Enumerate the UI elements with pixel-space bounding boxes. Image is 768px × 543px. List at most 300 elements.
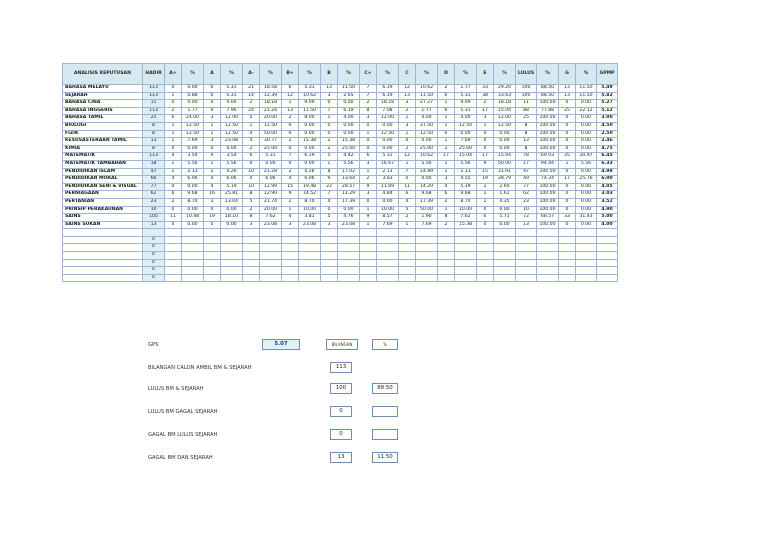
value-cell[interactable]: 100.00 bbox=[537, 138, 559, 146]
value-cell[interactable] bbox=[243, 229, 260, 237]
value-cell[interactable] bbox=[537, 267, 559, 275]
value-cell[interactable]: 33.63 bbox=[494, 92, 516, 100]
value-cell[interactable] bbox=[182, 267, 204, 275]
value-cell[interactable]: 2.13 bbox=[182, 168, 204, 176]
value-cell[interactable]: 7.62 bbox=[260, 214, 282, 222]
value-cell[interactable]: 1 bbox=[360, 130, 377, 138]
value-cell[interactable]: 2 bbox=[165, 107, 182, 115]
hadir-cell[interactable]: 47 bbox=[143, 168, 165, 176]
value-cell[interactable]: 0 bbox=[282, 160, 299, 168]
value-cell[interactable]: 13 bbox=[282, 107, 299, 115]
value-cell[interactable]: 12.50 bbox=[182, 122, 204, 130]
value-cell[interactable] bbox=[299, 267, 321, 275]
value-cell[interactable]: 0.00 bbox=[182, 183, 204, 191]
value-cell[interactable]: 77.88 bbox=[537, 107, 559, 115]
value-cell[interactable]: 4 bbox=[399, 198, 416, 206]
value-cell[interactable]: 33 bbox=[477, 85, 494, 93]
gpmp-cell[interactable]: 6.33 bbox=[597, 160, 618, 168]
hadir-cell[interactable]: 113 bbox=[143, 92, 165, 100]
value-cell[interactable]: 10 bbox=[516, 206, 537, 214]
value-cell[interactable] bbox=[455, 274, 477, 282]
value-cell[interactable] bbox=[243, 267, 260, 275]
value-cell[interactable]: 2 bbox=[360, 176, 377, 184]
value-cell[interactable] bbox=[438, 229, 455, 237]
value-cell[interactable]: 0 bbox=[321, 130, 338, 138]
value-cell[interactable]: 11.50 bbox=[338, 85, 360, 93]
value-cell[interactable]: 3.81 bbox=[299, 214, 321, 222]
value-cell[interactable]: 2 bbox=[204, 168, 221, 176]
value-cell[interactable]: 9.09 bbox=[455, 100, 477, 108]
value-cell[interactable] bbox=[494, 252, 516, 260]
value-cell[interactable]: 2 bbox=[282, 138, 299, 146]
value-cell[interactable] bbox=[455, 252, 477, 260]
value-cell[interactable]: 13 bbox=[559, 85, 576, 93]
value-cell[interactable]: 6 bbox=[282, 85, 299, 93]
value-cell[interactable] bbox=[182, 274, 204, 282]
value-cell[interactable]: 0.00 bbox=[576, 221, 597, 229]
value-cell[interactable]: 8 bbox=[516, 130, 537, 138]
value-cell[interactable]: 7.69 bbox=[377, 221, 399, 229]
value-cell[interactable]: 22 bbox=[321, 183, 338, 191]
value-cell[interactable] bbox=[399, 229, 416, 237]
value-cell[interactable]: 25 bbox=[559, 107, 576, 115]
value-cell[interactable] bbox=[282, 244, 299, 252]
value-cell[interactable] bbox=[338, 259, 360, 267]
value-cell[interactable]: 5.31 bbox=[221, 85, 243, 93]
value-cell[interactable]: 0.00 bbox=[576, 130, 597, 138]
value-cell[interactable]: 2.60 bbox=[494, 183, 516, 191]
value-cell[interactable]: 6.19 bbox=[299, 153, 321, 161]
value-cell[interactable]: 8 bbox=[516, 122, 537, 130]
value-cell[interactable]: 19 bbox=[204, 214, 221, 222]
value-cell[interactable]: 15.38 bbox=[455, 221, 477, 229]
subject-cell[interactable] bbox=[63, 229, 143, 237]
value-cell[interactable]: 18.18 bbox=[494, 100, 516, 108]
value-cell[interactable] bbox=[377, 229, 399, 237]
value-cell[interactable] bbox=[338, 244, 360, 252]
value-cell[interactable] bbox=[321, 252, 338, 260]
hadir-cell[interactable]: 113 bbox=[143, 107, 165, 115]
value-cell[interactable]: 0.00 bbox=[576, 191, 597, 199]
value-cell[interactable] bbox=[321, 244, 338, 252]
value-cell[interactable]: 0.00 bbox=[494, 130, 516, 138]
value-cell[interactable]: 0 bbox=[477, 130, 494, 138]
value-cell[interactable]: 5.19 bbox=[455, 183, 477, 191]
value-cell[interactable]: 33 bbox=[559, 214, 576, 222]
value-cell[interactable]: 20.00 bbox=[260, 115, 282, 123]
value-cell[interactable]: 30.77 bbox=[260, 138, 282, 146]
calon-value-cell[interactable]: 113 bbox=[330, 362, 352, 373]
value-cell[interactable] bbox=[516, 274, 537, 282]
value-cell[interactable]: 0 bbox=[282, 130, 299, 138]
subject-cell[interactable]: FIZIK bbox=[63, 130, 143, 138]
value-cell[interactable]: 29.20 bbox=[494, 85, 516, 93]
value-cell[interactable]: 0 bbox=[559, 198, 576, 206]
gpmp-cell[interactable]: 5.82 bbox=[597, 92, 618, 100]
value-cell[interactable]: 6.19 bbox=[377, 92, 399, 100]
value-cell[interactable] bbox=[360, 267, 377, 275]
value-cell[interactable]: 1.77 bbox=[416, 107, 438, 115]
value-cell[interactable] bbox=[182, 236, 204, 244]
value-cell[interactable] bbox=[377, 252, 399, 260]
value-cell[interactable]: 31.91 bbox=[494, 168, 516, 176]
value-cell[interactable]: 1 bbox=[204, 122, 221, 130]
lulus-bm-sejarah-value-cell[interactable]: 100 bbox=[330, 383, 352, 394]
hadir-cell[interactable]: 0 bbox=[143, 259, 165, 267]
value-cell[interactable]: 15.38 bbox=[299, 138, 321, 146]
value-cell[interactable]: 24 bbox=[243, 107, 260, 115]
subject-cell[interactable]: KIMIA bbox=[63, 145, 143, 153]
value-cell[interactable]: 8.70 bbox=[455, 198, 477, 206]
value-cell[interactable]: 8 bbox=[516, 145, 537, 153]
value-cell[interactable]: 28.79 bbox=[494, 176, 516, 184]
value-cell[interactable] bbox=[494, 229, 516, 237]
value-cell[interactable]: 4.26 bbox=[221, 168, 243, 176]
value-cell[interactable]: 3 bbox=[204, 115, 221, 123]
value-cell[interactable]: 0 bbox=[399, 176, 416, 184]
value-cell[interactable]: 1.90 bbox=[416, 214, 438, 222]
value-cell[interactable] bbox=[377, 274, 399, 282]
value-cell[interactable]: 11.29 bbox=[338, 191, 360, 199]
gpmp-cell[interactable]: 4.90 bbox=[597, 206, 618, 214]
value-cell[interactable]: 11.69 bbox=[377, 183, 399, 191]
hadir-cell[interactable]: 13 bbox=[143, 138, 165, 146]
value-cell[interactable]: 0.00 bbox=[377, 138, 399, 146]
value-cell[interactable] bbox=[204, 244, 221, 252]
value-cell[interactable] bbox=[516, 267, 537, 275]
value-cell[interactable] bbox=[494, 259, 516, 267]
value-cell[interactable] bbox=[299, 229, 321, 237]
gpmp-cell[interactable] bbox=[597, 274, 618, 282]
hadir-cell[interactable]: 105 bbox=[143, 214, 165, 222]
value-cell[interactable]: 100 bbox=[516, 92, 537, 100]
value-cell[interactable]: 50.00 bbox=[494, 160, 516, 168]
value-cell[interactable]: 3 bbox=[477, 115, 494, 123]
subject-cell[interactable] bbox=[63, 259, 143, 267]
value-cell[interactable] bbox=[182, 252, 204, 260]
gagal-bm-dan-sejarah-value-cell[interactable]: 13 bbox=[330, 452, 352, 463]
value-cell[interactable] bbox=[299, 244, 321, 252]
subject-cell[interactable] bbox=[63, 267, 143, 275]
value-cell[interactable]: 1 bbox=[165, 160, 182, 168]
value-cell[interactable] bbox=[494, 274, 516, 282]
value-cell[interactable]: 0 bbox=[559, 168, 576, 176]
value-cell[interactable]: 22.12 bbox=[576, 107, 597, 115]
gpmp-cell[interactable] bbox=[597, 267, 618, 275]
value-cell[interactable]: 6 bbox=[438, 92, 455, 100]
value-cell[interactable]: 28.57 bbox=[338, 183, 360, 191]
value-cell[interactable]: 24.00 bbox=[182, 115, 204, 123]
value-cell[interactable]: 10.48 bbox=[182, 214, 204, 222]
value-cell[interactable]: 5.56 bbox=[182, 160, 204, 168]
value-cell[interactable]: 8.57 bbox=[377, 214, 399, 222]
value-cell[interactable]: 0 bbox=[438, 130, 455, 138]
value-cell[interactable] bbox=[221, 236, 243, 244]
hadir-cell[interactable]: 62 bbox=[143, 191, 165, 199]
value-cell[interactable] bbox=[516, 244, 537, 252]
value-cell[interactable]: 6 bbox=[204, 92, 221, 100]
value-cell[interactable]: 2.13 bbox=[377, 168, 399, 176]
value-cell[interactable]: 50.00 bbox=[416, 206, 438, 214]
value-cell[interactable]: 6.06 bbox=[182, 176, 204, 184]
value-cell[interactable]: 1 bbox=[321, 160, 338, 168]
value-cell[interactable]: 5.56 bbox=[576, 160, 597, 168]
value-cell[interactable] bbox=[360, 259, 377, 267]
value-cell[interactable]: 6 bbox=[477, 214, 494, 222]
value-cell[interactable]: 0 bbox=[559, 206, 576, 214]
gpmp-cell[interactable]: 4.75 bbox=[597, 145, 618, 153]
value-cell[interactable]: 1 bbox=[438, 160, 455, 168]
value-cell[interactable]: 16.67 bbox=[377, 160, 399, 168]
value-cell[interactable]: 30.97 bbox=[576, 153, 597, 161]
value-cell[interactable]: 4 bbox=[165, 176, 182, 184]
value-cell[interactable]: 1 bbox=[477, 191, 494, 199]
value-cell[interactable] bbox=[416, 229, 438, 237]
value-cell[interactable]: 4.00 bbox=[455, 115, 477, 123]
value-cell[interactable]: 6 bbox=[165, 191, 182, 199]
value-cell[interactable]: 25.00 bbox=[338, 145, 360, 153]
value-cell[interactable] bbox=[260, 229, 282, 237]
value-cell[interactable]: 0 bbox=[559, 138, 576, 146]
value-cell[interactable]: 77 bbox=[516, 183, 537, 191]
value-cell[interactable]: 9 bbox=[282, 191, 299, 199]
value-cell[interactable]: 25.76 bbox=[576, 176, 597, 184]
value-cell[interactable]: 16 bbox=[204, 191, 221, 199]
value-cell[interactable] bbox=[399, 274, 416, 282]
value-cell[interactable] bbox=[399, 267, 416, 275]
value-cell[interactable]: 0 bbox=[559, 115, 576, 123]
value-cell[interactable]: 6 bbox=[360, 153, 377, 161]
value-cell[interactable] bbox=[360, 274, 377, 282]
subject-cell[interactable]: PERNIAGAAN bbox=[63, 191, 143, 199]
value-cell[interactable]: 18.18 bbox=[377, 100, 399, 108]
value-cell[interactable]: 0 bbox=[360, 138, 377, 146]
value-cell[interactable]: 2 bbox=[438, 198, 455, 206]
value-cell[interactable] bbox=[338, 274, 360, 282]
hadir-cell[interactable]: 0 bbox=[143, 267, 165, 275]
value-cell[interactable] bbox=[282, 274, 299, 282]
value-cell[interactable]: 8 bbox=[438, 214, 455, 222]
value-cell[interactable]: 14 bbox=[243, 92, 260, 100]
gpmp-cell[interactable]: 3.00 bbox=[597, 115, 618, 123]
value-cell[interactable]: 11.50 bbox=[416, 92, 438, 100]
gagal-bm-dan-sejarah-percent-cell[interactable]: 11.50 bbox=[372, 452, 398, 463]
value-cell[interactable]: 3 bbox=[399, 100, 416, 108]
value-cell[interactable]: 4 bbox=[321, 198, 338, 206]
value-cell[interactable] bbox=[494, 236, 516, 244]
lulus-bm-sejarah-percent-cell[interactable]: 88.50 bbox=[372, 383, 398, 394]
value-cell[interactable]: 13 bbox=[516, 138, 537, 146]
value-cell[interactable] bbox=[399, 236, 416, 244]
value-cell[interactable]: 3 bbox=[360, 191, 377, 199]
value-cell[interactable] bbox=[260, 259, 282, 267]
value-cell[interactable]: 2.13 bbox=[455, 168, 477, 176]
value-cell[interactable] bbox=[377, 259, 399, 267]
value-cell[interactable] bbox=[338, 236, 360, 244]
value-cell[interactable]: 10.00 bbox=[377, 206, 399, 214]
value-cell[interactable]: 6 bbox=[399, 191, 416, 199]
value-cell[interactable] bbox=[165, 274, 182, 282]
value-cell[interactable]: 88 bbox=[516, 107, 537, 115]
value-cell[interactable]: 9.68 bbox=[182, 191, 204, 199]
value-cell[interactable]: 35 bbox=[559, 153, 576, 161]
value-cell[interactable]: 88.50 bbox=[537, 85, 559, 93]
gpmp-cell[interactable] bbox=[597, 252, 618, 260]
lulus-bm-gagal-sejarah-percent-cell[interactable] bbox=[372, 406, 398, 417]
value-cell[interactable]: 0.00 bbox=[576, 100, 597, 108]
value-cell[interactable]: 100.00 bbox=[537, 191, 559, 199]
subject-cell[interactable]: BAHASA TAMIL bbox=[63, 115, 143, 123]
value-cell[interactable]: 3 bbox=[204, 198, 221, 206]
value-cell[interactable]: 0.00 bbox=[182, 206, 204, 214]
value-cell[interactable]: 94.44 bbox=[537, 160, 559, 168]
value-cell[interactable]: 0 bbox=[204, 100, 221, 108]
gpmp-cell[interactable]: 5.27 bbox=[597, 100, 618, 108]
value-cell[interactable] bbox=[559, 244, 576, 252]
value-cell[interactable] bbox=[204, 267, 221, 275]
gps-value-cell[interactable]: 5.07 bbox=[262, 339, 300, 350]
value-cell[interactable] bbox=[455, 244, 477, 252]
hadir-cell[interactable]: 8 bbox=[143, 130, 165, 138]
value-cell[interactable]: 1.77 bbox=[182, 107, 204, 115]
gpmp-cell[interactable]: 4.05 bbox=[597, 183, 618, 191]
value-cell[interactable]: 13 bbox=[399, 92, 416, 100]
value-cell[interactable] bbox=[282, 229, 299, 237]
value-cell[interactable]: 0 bbox=[360, 198, 377, 206]
value-cell[interactable]: 0.00 bbox=[494, 221, 516, 229]
subject-cell[interactable]: PENDIDIKAN SENI & VISUAL bbox=[63, 183, 143, 191]
value-cell[interactable]: 0.88 bbox=[182, 92, 204, 100]
value-cell[interactable]: 100.00 bbox=[537, 206, 559, 214]
gpmp-cell[interactable]: 5.49 bbox=[597, 85, 618, 93]
value-cell[interactable]: 17.02 bbox=[338, 168, 360, 176]
value-cell[interactable]: 23.08 bbox=[299, 221, 321, 229]
value-cell[interactable]: 6.19 bbox=[338, 107, 360, 115]
value-cell[interactable]: 4.76 bbox=[338, 214, 360, 222]
value-cell[interactable]: 10.00 bbox=[299, 206, 321, 214]
value-cell[interactable] bbox=[299, 236, 321, 244]
subject-cell[interactable]: PERTANIAN bbox=[63, 198, 143, 206]
value-cell[interactable]: 0.00 bbox=[377, 122, 399, 130]
value-cell[interactable] bbox=[399, 259, 416, 267]
value-cell[interactable]: 10.00 bbox=[455, 206, 477, 214]
hadir-cell[interactable]: 113 bbox=[143, 85, 165, 93]
gpmp-cell[interactable]: 5.12 bbox=[597, 107, 618, 115]
subject-cell[interactable] bbox=[63, 252, 143, 260]
value-cell[interactable]: 5.31 bbox=[377, 153, 399, 161]
value-cell[interactable]: 0.00 bbox=[338, 122, 360, 130]
value-cell[interactable]: 1 bbox=[438, 100, 455, 108]
value-cell[interactable]: 4 bbox=[204, 153, 221, 161]
value-cell[interactable]: 12.50 bbox=[455, 122, 477, 130]
value-cell[interactable] bbox=[321, 259, 338, 267]
value-cell[interactable]: 1 bbox=[399, 115, 416, 123]
value-cell[interactable]: 47 bbox=[516, 168, 537, 176]
value-cell[interactable]: 4.35 bbox=[494, 198, 516, 206]
value-cell[interactable]: 7.69 bbox=[182, 138, 204, 146]
value-cell[interactable]: 1 bbox=[360, 221, 377, 229]
value-cell[interactable]: 0.00 bbox=[576, 115, 597, 123]
value-cell[interactable] bbox=[321, 229, 338, 237]
value-cell[interactable]: 5.31 bbox=[221, 92, 243, 100]
value-cell[interactable]: 12.99 bbox=[260, 183, 282, 191]
value-cell[interactable] bbox=[576, 236, 597, 244]
value-cell[interactable]: 0 bbox=[321, 100, 338, 108]
value-cell[interactable]: 0 bbox=[204, 145, 221, 153]
value-cell[interactable]: 7 bbox=[321, 107, 338, 115]
value-cell[interactable]: 3 bbox=[321, 92, 338, 100]
value-cell[interactable]: 0.00 bbox=[260, 160, 282, 168]
value-cell[interactable]: 3.54 bbox=[221, 153, 243, 161]
value-cell[interactable]: 0.00 bbox=[494, 145, 516, 153]
subject-cell[interactable]: BAHASA INGGERIS bbox=[63, 107, 143, 115]
gpmp-cell[interactable]: 6.45 bbox=[597, 153, 618, 161]
value-cell[interactable]: 10 bbox=[243, 168, 260, 176]
value-cell[interactable]: 0 bbox=[399, 138, 416, 146]
value-cell[interactable]: 11 bbox=[516, 100, 537, 108]
value-cell[interactable]: 21.74 bbox=[260, 198, 282, 206]
value-cell[interactable]: 0 bbox=[559, 191, 576, 199]
value-cell[interactable]: 1 bbox=[559, 160, 576, 168]
value-cell[interactable]: 12.50 bbox=[182, 130, 204, 138]
value-cell[interactable]: 12.50 bbox=[416, 130, 438, 138]
value-cell[interactable]: 0 bbox=[477, 145, 494, 153]
value-cell[interactable]: 14.29 bbox=[416, 183, 438, 191]
value-cell[interactable] bbox=[537, 244, 559, 252]
value-cell[interactable]: 0 bbox=[477, 206, 494, 214]
value-cell[interactable]: 11 bbox=[399, 183, 416, 191]
value-cell[interactable]: 10.62 bbox=[416, 85, 438, 93]
value-cell[interactable] bbox=[243, 244, 260, 252]
value-cell[interactable]: 0.00 bbox=[182, 100, 204, 108]
value-cell[interactable]: 100.00 bbox=[537, 100, 559, 108]
value-cell[interactable] bbox=[243, 274, 260, 282]
value-cell[interactable]: 0.00 bbox=[299, 130, 321, 138]
value-cell[interactable] bbox=[321, 236, 338, 244]
value-cell[interactable]: 12.00 bbox=[494, 115, 516, 123]
value-cell[interactable]: 0 bbox=[165, 85, 182, 93]
value-cell[interactable]: 2 bbox=[321, 145, 338, 153]
value-cell[interactable]: 9 bbox=[204, 107, 221, 115]
value-cell[interactable] bbox=[221, 259, 243, 267]
value-cell[interactable]: 4 bbox=[243, 138, 260, 146]
value-cell[interactable]: 9 bbox=[360, 183, 377, 191]
value-cell[interactable]: 1 bbox=[282, 100, 299, 108]
value-cell[interactable]: 15.04 bbox=[494, 107, 516, 115]
value-cell[interactable] bbox=[576, 259, 597, 267]
value-cell[interactable]: 0.00 bbox=[377, 198, 399, 206]
value-cell[interactable]: 0.00 bbox=[221, 221, 243, 229]
value-cell[interactable]: 5 bbox=[399, 206, 416, 214]
value-cell[interactable]: 14.52 bbox=[299, 191, 321, 199]
value-cell[interactable]: 13.04 bbox=[221, 198, 243, 206]
value-cell[interactable]: 11.50 bbox=[576, 92, 597, 100]
value-cell[interactable]: 25.81 bbox=[221, 191, 243, 199]
hadir-cell[interactable]: 13 bbox=[143, 221, 165, 229]
hadir-cell[interactable]: 10 bbox=[143, 206, 165, 214]
gpmp-cell[interactable]: 5.00 bbox=[597, 214, 618, 222]
value-cell[interactable] bbox=[416, 236, 438, 244]
value-cell[interactable]: 2 bbox=[438, 221, 455, 229]
hadir-cell[interactable]: 8 bbox=[143, 122, 165, 130]
value-cell[interactable] bbox=[221, 267, 243, 275]
value-cell[interactable]: 13.64 bbox=[338, 176, 360, 184]
value-cell[interactable]: 0 bbox=[559, 122, 576, 130]
value-cell[interactable]: 31.43 bbox=[576, 214, 597, 222]
value-cell[interactable]: 0.00 bbox=[299, 122, 321, 130]
value-cell[interactable]: 0.00 bbox=[416, 138, 438, 146]
value-cell[interactable]: 2 bbox=[399, 145, 416, 153]
